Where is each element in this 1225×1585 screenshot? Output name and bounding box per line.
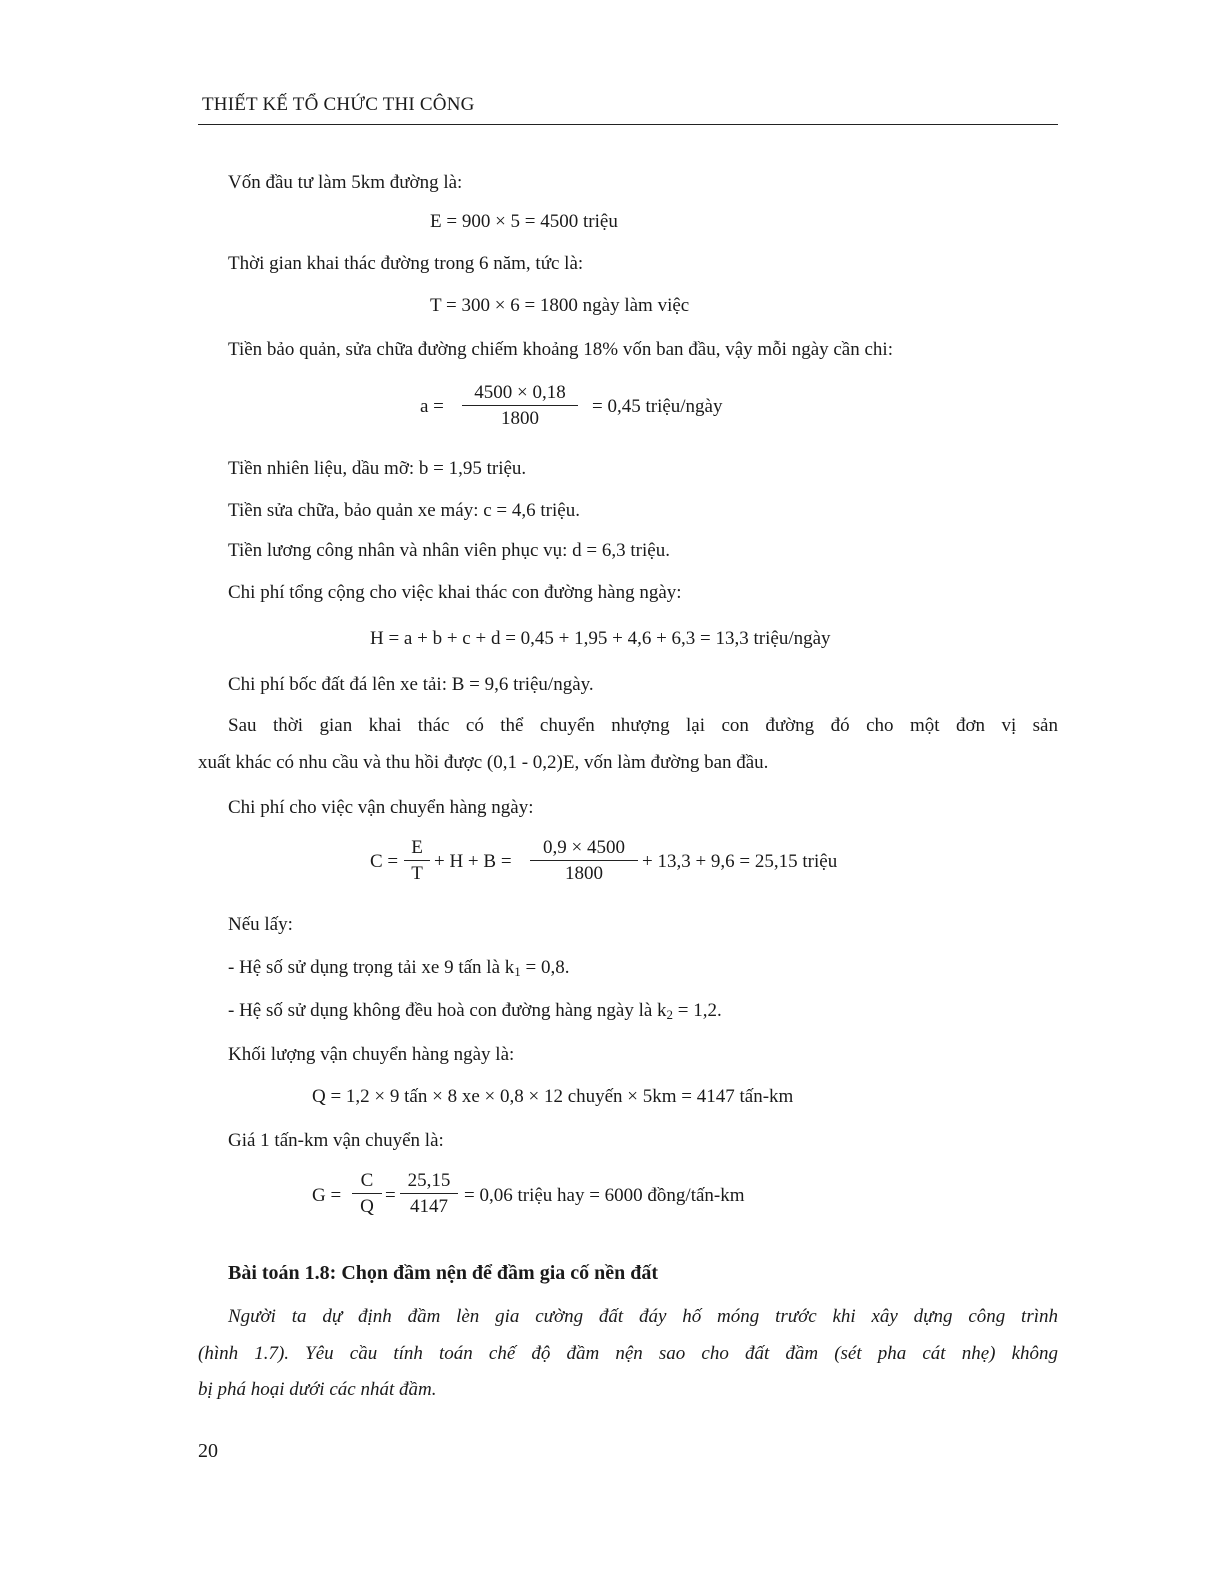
formula-g-f1-denominator: Q xyxy=(360,1196,374,1217)
problem-text-line: (hình 1.7). Yêu cầu tính toán chế độ đầm nện sao cho đất đầm (sét pha cát nhẹ) không xyxy=(198,1343,1058,1364)
text-line: Tiền lương công nhân và nhân viên phục vụ: d = 6,3 triệu. xyxy=(228,540,670,561)
text-line: Thời gian khai thác đường trong 6 năm, tức là: xyxy=(228,253,584,274)
running-header: THIẾT KẾ TỔ CHỨC THI CÔNG xyxy=(202,94,475,115)
formula-c-rhs: + 13,3 + 9,6 = 25,15 triệu xyxy=(642,851,838,872)
formula-g-fraction-1 xyxy=(352,1171,382,1216)
text-line: Vốn đầu tư làm 5km đường là: xyxy=(228,172,463,193)
formula-a-numerator: 4500 × 0,18 xyxy=(462,383,578,406)
formula-c-f1-denominator: T xyxy=(411,863,423,884)
formula-a-lhs: a = xyxy=(420,396,444,417)
k2-value: = 1,2. xyxy=(673,1000,722,1021)
section-heading: Bài toán 1.8: Chọn đầm nện để đầm gia cố nền đất xyxy=(228,1262,659,1284)
formula-g-f2-numerator: 25,15 xyxy=(400,1171,458,1194)
text-line: Khối lượng vận chuyển hàng ngày là: xyxy=(228,1044,515,1065)
formula-g-fraction-2 xyxy=(400,1171,458,1216)
text-line: Chi phí tổng cộng cho việc khai thác con đường hàng ngày: xyxy=(228,582,682,603)
text-line: Nếu lấy: xyxy=(228,914,293,935)
formula-g-f2-denominator: 4147 xyxy=(410,1196,448,1217)
text-line: Giá 1 tấn-km vận chuyển là: xyxy=(228,1130,444,1151)
formula-c-f2-denominator: 1800 xyxy=(565,863,603,884)
k1-subscript: 1 xyxy=(514,964,521,979)
text-line: Chi phí cho việc vận chuyển hàng ngày: xyxy=(228,797,534,818)
text-line: Sau thời gian khai thác có thể chuyển nhượng lại con đường đó cho một đơn vị sản xyxy=(228,715,1058,736)
text-line: xuất khác có nhu cầu và thu hồi được (0,1 - 0,2)E, vốn làm đường ban đầu. xyxy=(198,752,769,773)
problem-text-line: Người ta dự định đầm lèn gia cường đất đáy hố móng trước khi xây dựng công trình xyxy=(228,1306,1058,1327)
text-line: Tiền bảo quản, sửa chữa đường chiếm khoảng 18% vốn ban đầu, vậy mỗi ngày cần chi: xyxy=(228,339,893,360)
equation-h: H = a + b + c + d = 0,45 + 1,95 + 4,6 + 6,3 = 13,3 triệu/ngày xyxy=(370,628,831,649)
header-rule xyxy=(198,124,1058,125)
k1-text: - Hệ số sử dụng trọng tải xe 9 tấn là k xyxy=(228,957,515,978)
formula-g-lhs: G = xyxy=(312,1185,342,1206)
formula-c-f2-numerator: 0,9 × 4500 xyxy=(530,838,638,861)
equation-q: Q = 1,2 × 9 tấn × 8 xe × 0,8 × 12 chuyến × 5km = 4147 tấn-km xyxy=(312,1086,794,1107)
text-line-k2 xyxy=(228,1000,722,1022)
page-number: 20 xyxy=(198,1440,218,1462)
formula-c-mid: + H + B = xyxy=(434,851,512,872)
k2-text: - Hệ số sử dụng không đều hoà con đường hàng ngày là k xyxy=(228,1000,667,1021)
formula-a-denominator: 1800 xyxy=(501,408,539,429)
text-line: Tiền nhiên liệu, dầu mỡ: b = 1,95 triệu. xyxy=(228,458,527,479)
formula-a-fraction xyxy=(462,383,578,428)
formula-c-lhs: C = xyxy=(370,851,399,872)
k2-subscript: 2 xyxy=(666,1007,674,1022)
equation-e: E = 900 × 5 = 4500 triệu xyxy=(430,211,618,232)
formula-c-fraction-2 xyxy=(530,838,638,883)
formula-g-rhs: = 0,06 triệu hay = 6000 đồng/tấn-km xyxy=(464,1185,745,1206)
text-line: Tiền sửa chữa, bảo quản xe máy: c = 4,6 triệu. xyxy=(228,500,580,521)
formula-g-eq: = xyxy=(385,1185,396,1206)
equation-t: T = 300 × 6 = 1800 ngày làm việc xyxy=(430,295,690,316)
formula-a-rhs: = 0,45 triệu/ngày xyxy=(592,396,723,417)
formula-c-fraction-1 xyxy=(404,838,430,883)
formula-g-f1-numerator: C xyxy=(352,1171,382,1194)
formula-c-f1-numerator: E xyxy=(404,838,430,861)
k1-value: = 0,8. xyxy=(520,957,570,978)
text-line: Chi phí bốc đất đá lên xe tải: B = 9,6 triệu/ngày. xyxy=(228,674,594,695)
problem-text-line: bị phá hoại dưới các nhát đầm. xyxy=(198,1379,437,1400)
text-line-k1 xyxy=(228,957,570,979)
